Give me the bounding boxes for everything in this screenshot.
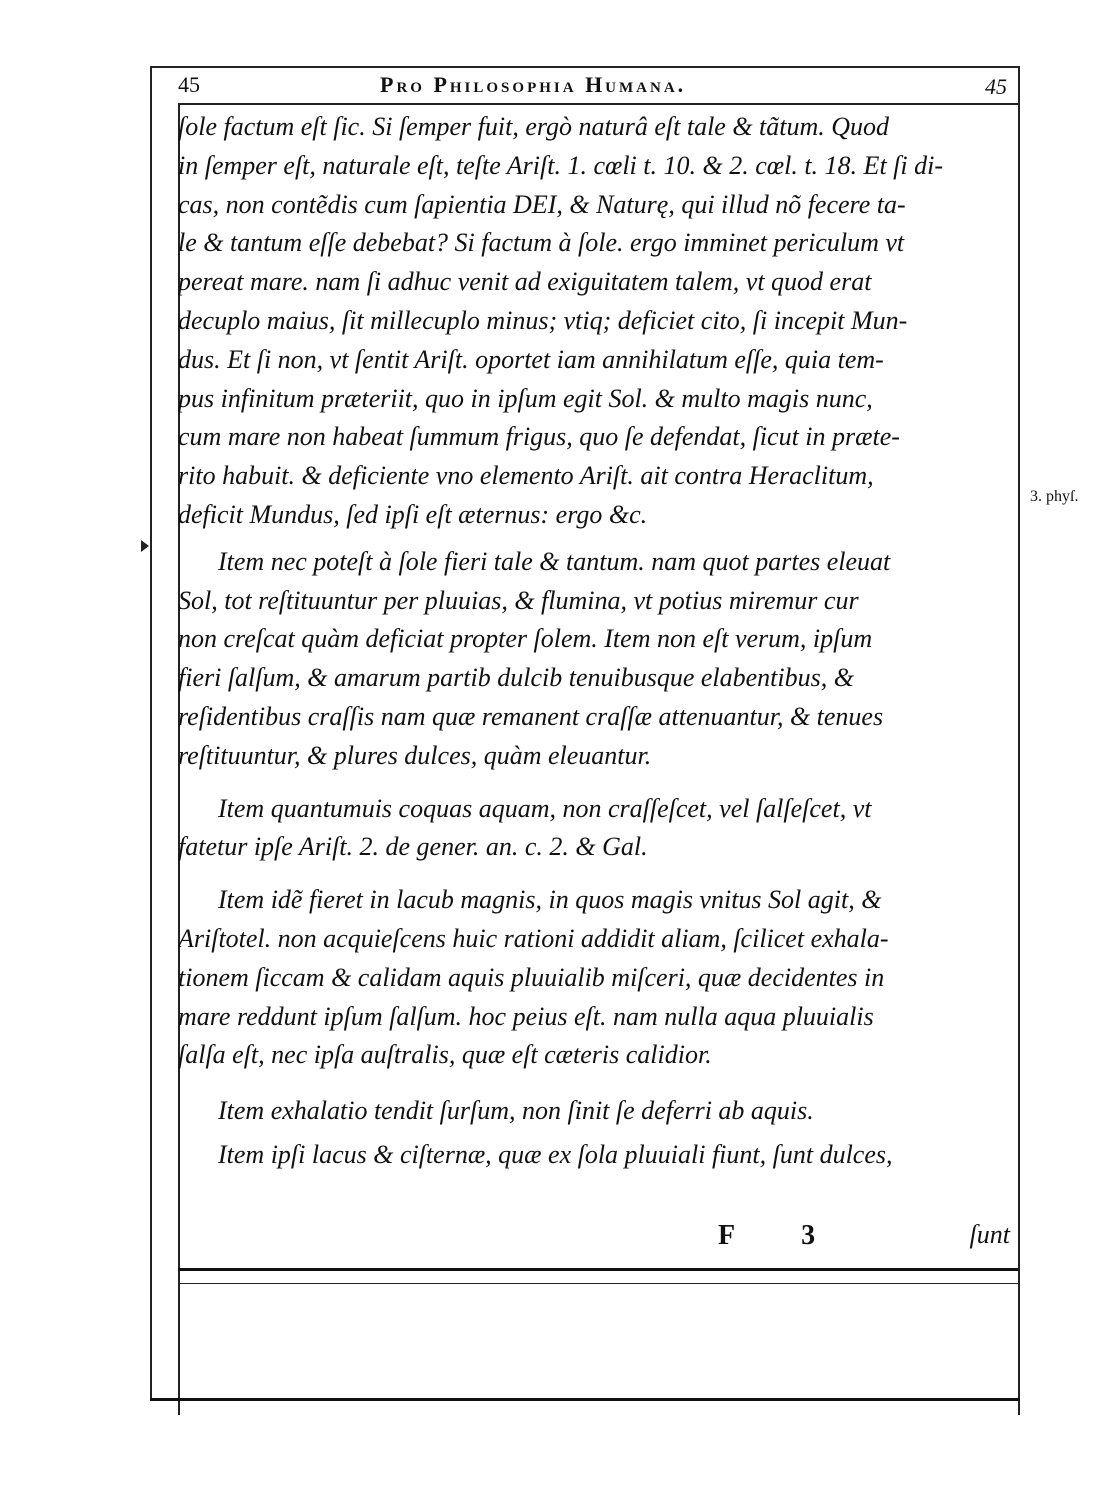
- text-line: le & tantum eſſe debebat? Si factum à ſole. ergo imminet periculum vt: [178, 228, 905, 258]
- text-line: ſalſa eſt, nec ipſa auſtralis, quæ eſt cæteris calidior.: [178, 1040, 712, 1070]
- catchline: [178, 1220, 1014, 1260]
- text-line: decuplo maius, ſit millecuplo minus; vtiq; deficiet cito, ſi incepit Mun-: [178, 305, 908, 335]
- text-line: pereat mare. nam ſi adhuc venit ad exiguitatem talem, vt quod erat: [178, 267, 872, 297]
- text-line: Item ipſi lacus & ciſternæ, quæ ex ſola pluuiali fiunt, ſunt dulces,: [218, 1140, 893, 1170]
- pointer-mark-icon: [141, 540, 149, 552]
- text-line: Sol, tot reſtituuntur per pluuias, & flumina, vt potius miremur cur: [178, 585, 859, 615]
- text-line: non creſcat quàm deficiat propter ſolem. Item non eſt verum, ipſum: [178, 624, 873, 654]
- text-line: Item nec poteſt à ſole fieri tale & tantum. nam quot partes eleuat: [218, 546, 891, 576]
- frame-bottom-rule: [150, 1398, 1020, 1401]
- catchword: ſunt: [969, 1220, 1010, 1249]
- text-line: ſole factum eſt ſic. Si ſemper fuit, ergò naturâ eſt tale & tãtum. Quod: [178, 112, 890, 141]
- frame-left-rule: [150, 66, 152, 1400]
- header-rule: [178, 103, 1020, 105]
- signature-mark: F 3: [718, 1220, 846, 1251]
- text-line: deficit Mundus, ſed ipſi eſt æternus: ergo &c.: [178, 499, 648, 529]
- text-line: fieri ſalſum, & amarum partib dulcib tenuibusque elabentibus, &: [178, 663, 854, 693]
- text-line: Item idẽ fieret in lacub magnis, in quos magis vnitus Sol agit, &: [218, 885, 882, 915]
- folio-left: 45: [178, 72, 200, 97]
- folio-right: 45: [985, 74, 1007, 99]
- frame-right-rule: [1018, 66, 1020, 1415]
- text-line: fatetur ipſe Ariſt. 2. de gener. an. c. 2. & Gal.: [178, 832, 648, 862]
- text-line: mare reddunt ipſum ſalſum. hoc peius eſt. nam nulla aqua pluuialis: [178, 1001, 874, 1031]
- text-line: cas, non contẽdis cum ſapientia DEI, & Naturę, qui illud nõ fecere ta-: [178, 189, 906, 219]
- text-line: Item exhalatio tendit ſurſum, non ſinit ſe deferri ab aquis.: [218, 1096, 814, 1126]
- text-line: Item quantumuis coquas aquam, non craſſeſcet, vel ſalſeſcet, vt: [218, 793, 872, 823]
- text-bottom-thin-rule: [178, 1283, 1018, 1284]
- frame-top-rule: [150, 66, 1020, 68]
- text-bottom-thick-rule: [178, 1268, 1018, 1271]
- text-line: pus infinitum præteriit, quo in ipſum egit Sol. & multo magis nunc,: [178, 383, 873, 413]
- text-line: tionem ſiccam & calidam aquis pluuialib miſceri, quæ decidentes in: [178, 962, 885, 992]
- text-line: rito habuit. & deficiente vno elemento Ariſt. ait contra Heraclitum,: [178, 461, 874, 491]
- text-line: reſidentibus craſſis nam quæ remanent craſſæ attenuantur, & tenues: [178, 701, 884, 731]
- body-text: [178, 108, 1014, 1177]
- text-line: cum mare non habeat ſummum frigus, quo ſe defendat, ſicut in præte-: [178, 422, 900, 452]
- text-line: dus. Et ſi non, vt ſentit Ariſt. oportet iam annihilatum eſſe, quia tem-: [178, 344, 884, 374]
- text-line: Ariſtotel. non acquieſcens huic rationi addidit aliam, ſcilicet exhala-: [178, 923, 889, 953]
- text-line: reſtituuntur, & plures dulces, quàm eleuantur.: [178, 740, 652, 770]
- text-line: in ſemper eſt, naturale eſt, teſte Ariſt. 1. cœli t. 10. & 2. cœl. t. 18. Et ſi di-: [178, 150, 943, 180]
- marginal-note: 3. phyſ.: [1030, 488, 1079, 505]
- running-title: Pro Philosophia Humana.: [380, 72, 687, 97]
